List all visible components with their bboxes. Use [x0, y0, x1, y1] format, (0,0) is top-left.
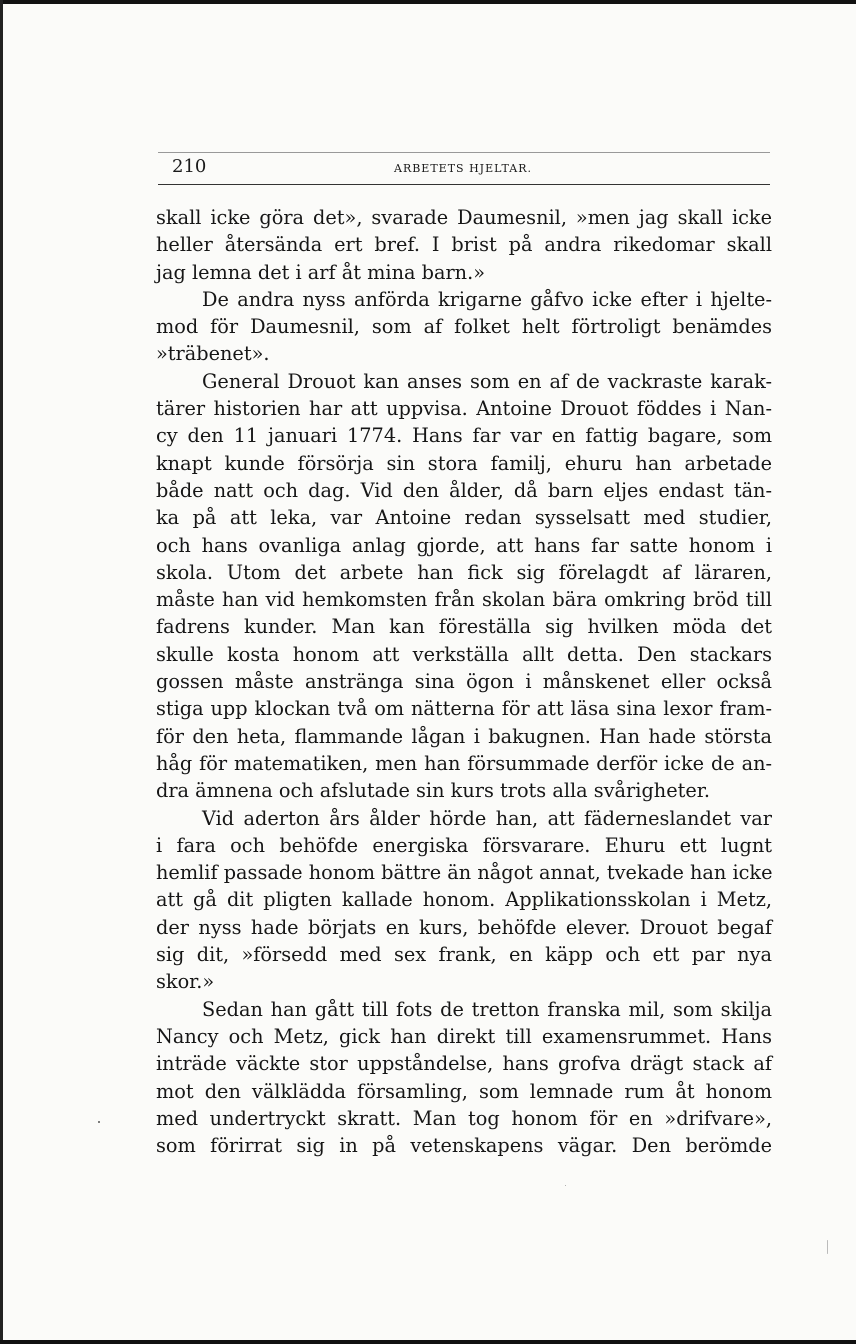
text-line: att gå dit pligten kallade honom. Applikationsskolan i Metz,: [156, 888, 772, 912]
text-line: De andra nyss anförda krigarne gåfvo icke efter i hjelte-: [202, 287, 772, 311]
text-line: »träbenet».: [156, 342, 270, 366]
text-line: och hans ovanliga anlag gjorde, att hans far satte honom i: [156, 533, 772, 557]
text-line: håg för matematiken, men han försummade derför icke de an-: [156, 751, 772, 775]
scan-edge-left: [0, 0, 3, 1344]
text-line: sig dit, »försedd med sex frank, en käpp och ett par nya: [156, 943, 772, 967]
scan-speck: [565, 1185, 566, 1186]
text-line: knapt kunde försörja sin stora familj, ehuru han arbetade: [156, 451, 772, 475]
scan-speck: [98, 1121, 100, 1123]
scan-edge-top: [0, 0, 856, 4]
text-line: både natt och dag. Vid den ålder, då barn eljes endast tän-: [156, 478, 772, 502]
text-line: ka på att leka, var Antoine redan sysselsatt med studier,: [156, 506, 772, 530]
text-line: skulle kosta honom att verkställa allt detta. Den stackars: [156, 642, 772, 666]
page-header: [158, 152, 770, 184]
text-line: cy den 11 januari 1774. Hans far var en fattig bagare, som: [156, 424, 772, 448]
text-line: skola. Utom det arbete han fick sig förelagdt af läraren,: [156, 560, 772, 584]
page-number: 210: [172, 156, 207, 177]
text-line: der nyss hade börjats en kurs, behöfde elever. Drouot begaf: [156, 915, 772, 939]
text-line: måste han vid hemkomsten från skolan bära omkring bröd till: [156, 588, 772, 612]
text-line: tärer historien har att uppvisa. Antoine Drouot föddes i Nan-: [156, 397, 772, 421]
scan-edge-bottom: [0, 1340, 856, 1344]
text-line: mod för Daumesnil, som af folket helt förtroligt benämdes: [156, 315, 772, 339]
text-line: jag lemna det i arf åt mina barn.»: [156, 260, 486, 284]
text-line: heller återsända ert bref. I brist på andra rikedomar skall: [156, 233, 772, 257]
text-line: dra ämnena och afslutade sin kurs trots alla svårigheter.: [156, 779, 710, 803]
text-line: mot den välklädda församling, som lemnade rum åt honom: [156, 1079, 772, 1103]
text-line: för den heta, flammande lågan i bakugnen. Han hade största: [156, 724, 772, 748]
text-line: Sedan han gått till fots de tretton franska mil, som skilja: [202, 997, 772, 1021]
text-line: Vid aderton års ålder hörde han, att fäderneslandet var: [202, 806, 772, 830]
running-head: ARBETETS HJELTAR.: [394, 162, 532, 175]
text-line: gossen måste anstränga sina ögon i månskenet eller också: [156, 670, 772, 694]
text-line: Nancy och Metz, gick han direkt till examensrummet. Hans: [156, 1024, 772, 1048]
text-line: fadrens kunder. Man kan föreställa sig hvilken möda det: [156, 615, 772, 639]
text-line: i fara och behöfde energiska försvarare. Ehuru ett lugnt: [156, 833, 772, 857]
text-line: skall icke göra det», svarade Daumesnil, »men jag skall icke: [156, 206, 772, 229]
text-line: som förirrat sig in på vetenskapens vägar. Den berömde: [156, 1134, 772, 1158]
text-line: General Drouot kan anses som en af de vackraste karak-: [202, 369, 772, 393]
scan-speck: [827, 1240, 828, 1254]
text-line: skor.»: [156, 970, 215, 994]
text-line: inträde väckte stor uppståndelse, hans grofva drägt stack af: [156, 1052, 772, 1076]
header-rule: [158, 184, 770, 185]
header-rule-top: [158, 152, 770, 153]
text-line: hemlif passade honom bättre än något annat, tvekade han icke: [156, 861, 773, 885]
text-line: med undertryckt skratt. Man tog honom för en »drifvare»,: [156, 1106, 772, 1130]
body-text: [156, 204, 772, 1159]
text-line: stiga upp klockan två om nätterna för att läsa sina lexor fram-: [156, 697, 772, 721]
